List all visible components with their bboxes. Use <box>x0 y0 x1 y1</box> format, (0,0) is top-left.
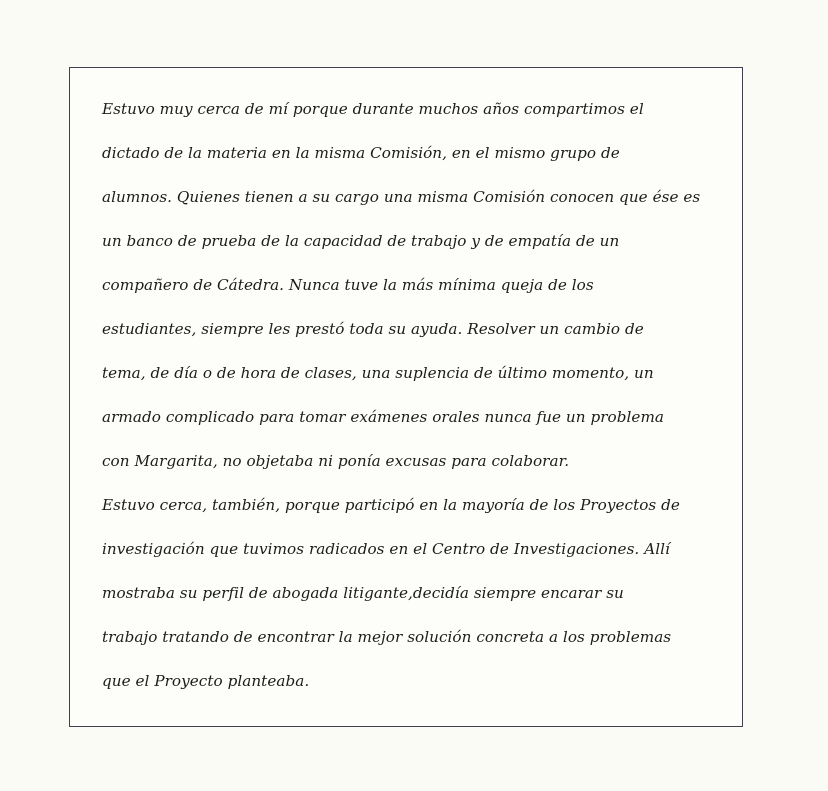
document-frame <box>69 67 743 727</box>
text-line: Estuvo cerca, también, porque participó en la mayoría de los Proyectos de <box>102 496 680 514</box>
text-line: un banco de prueba de la capacidad de trabajo y de empatía de un <box>102 232 620 250</box>
text-line: armado complicado para tomar exámenes orales nunca fue un problema <box>102 408 665 426</box>
text-line: con Margarita, no objetaba ni ponía excusas para colaborar. <box>102 452 570 470</box>
text-line: Estuvo muy cerca de mí porque durante muchos años compartimos el <box>102 100 644 118</box>
text-line: investigación que tuvimos radicados en el Centro de Investigaciones. Allí <box>102 540 670 558</box>
text-line: dictado de la materia en la misma Comisión, en el mismo grupo de <box>102 144 620 162</box>
text-line: compañero de Cátedra. Nunca tuve la más mínima queja de los <box>102 276 594 294</box>
handwritten-text-block <box>102 94 722 710</box>
text-line: estudiantes, siempre les prestó toda su ayuda. Resolver un cambio de <box>102 320 644 338</box>
text-line: alumnos. Quienes tienen a su cargo una misma Comisión conocen que ése es <box>102 188 701 206</box>
text-line: trabajo tratando de encontrar la mejor solución concreta a los problemas <box>102 628 672 646</box>
text-line: mostraba su perfil de abogada litigante,decidía siempre encarar su <box>102 584 624 602</box>
text-line: que el Proyecto planteaba. <box>102 672 310 690</box>
text-line: tema, de día o de hora de clases, una suplencia de último momento, un <box>102 364 654 382</box>
